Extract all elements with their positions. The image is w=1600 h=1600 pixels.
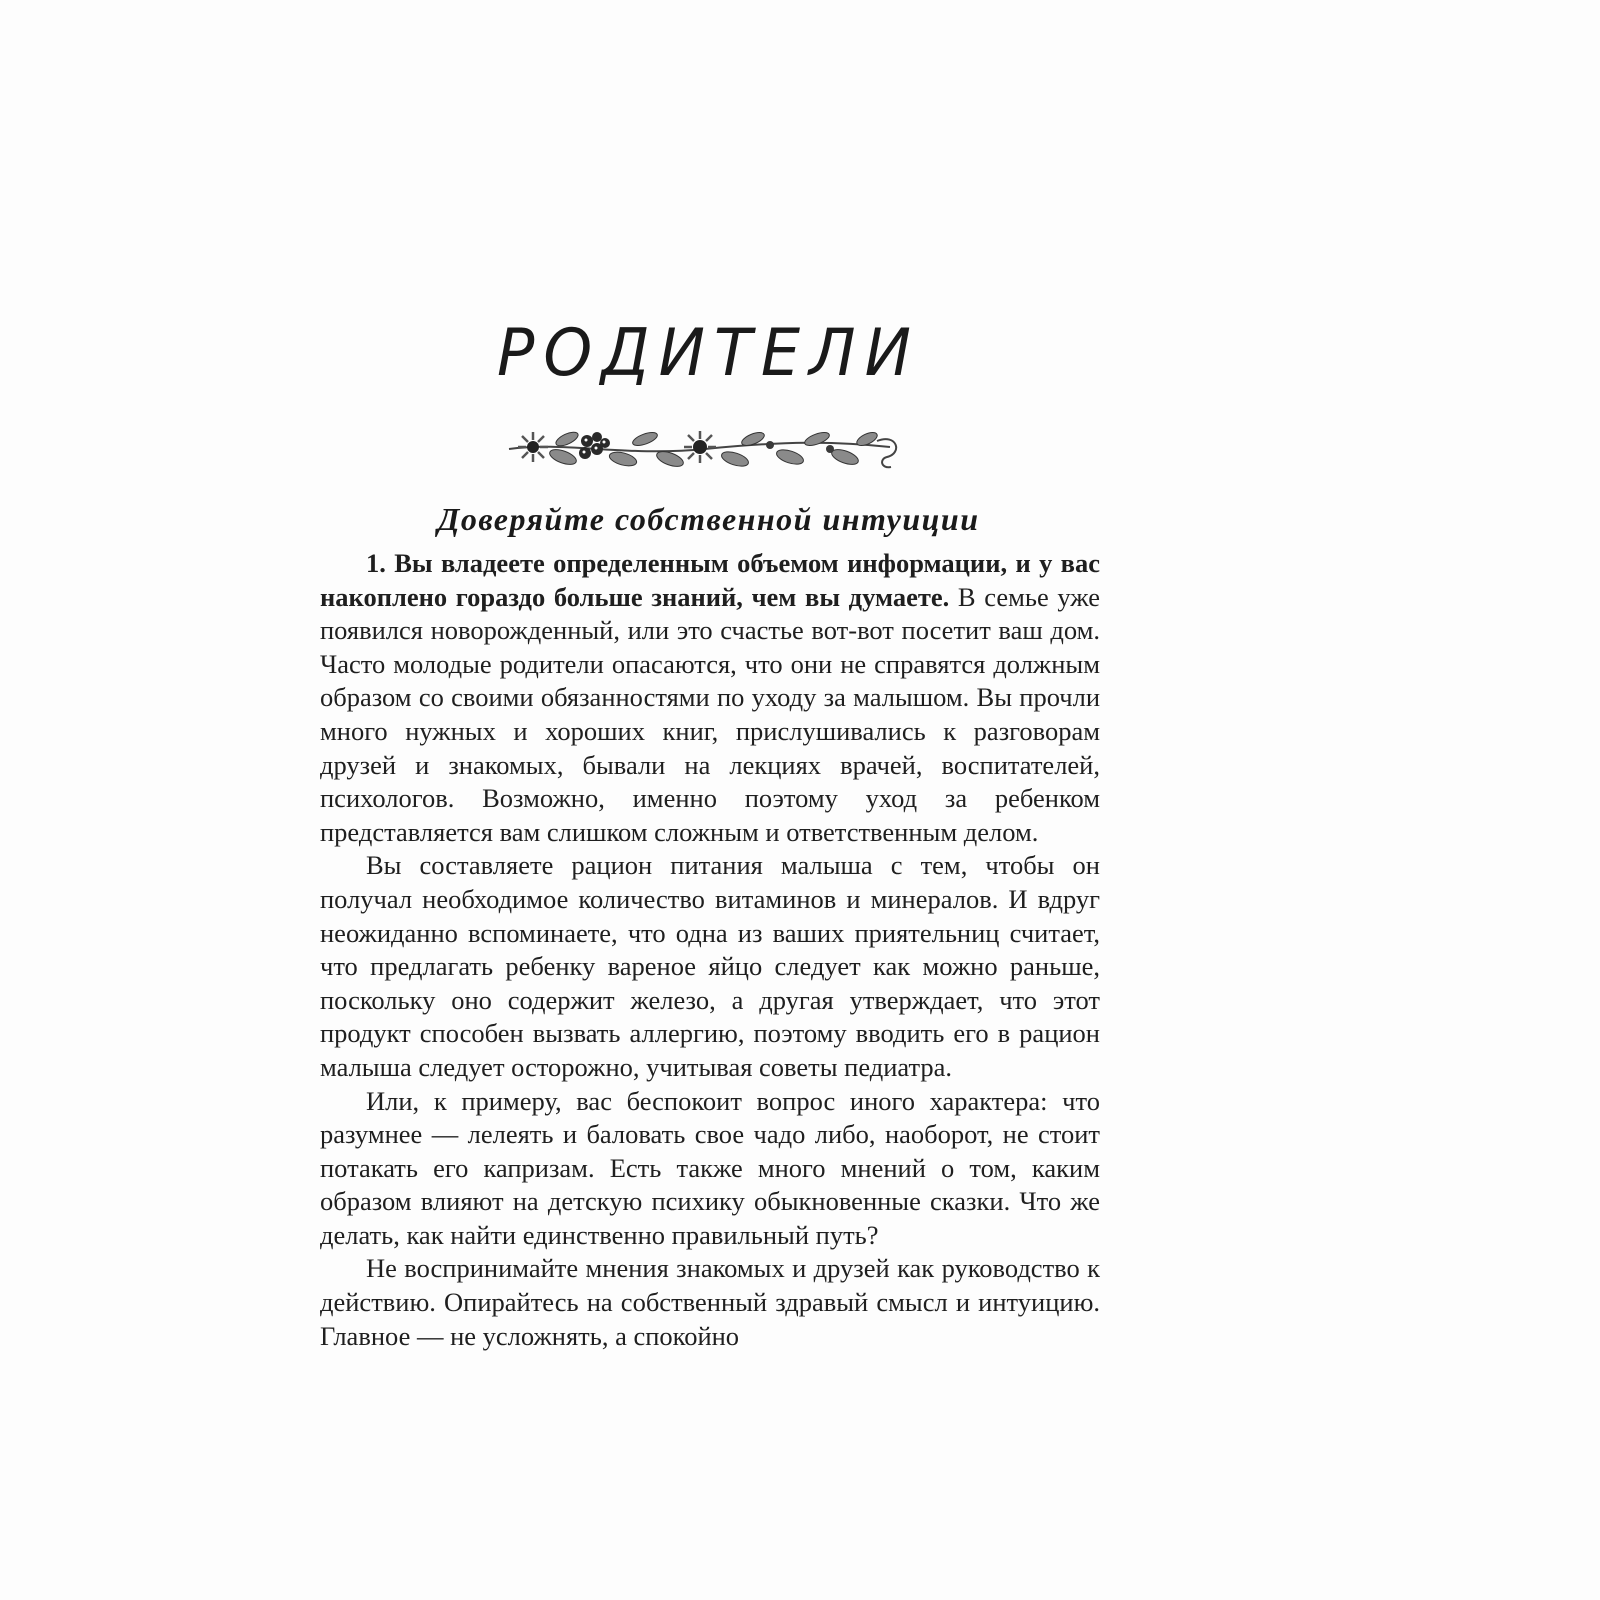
- floral-vine-ornament-icon: [505, 423, 910, 475]
- paragraph-text: Не воспринимайте мнения знакомых и друзей как руководство к действию. Опирайтесь на собственный здравый смысл и интуицию. Главное — не усложнять, а спокойно: [320, 1253, 1100, 1351]
- section-heading: Доверяйте собственной интуиции: [437, 501, 980, 537]
- paragraph: [320, 1085, 1100, 1253]
- paragraph-lead: 1. Вы владеете определенным объемом информации, и у вас накоплено гораздо больше знаний, чем вы думаете.: [320, 548, 1100, 612]
- body-text: [320, 547, 1100, 1353]
- paragraph: [320, 1252, 1100, 1353]
- paragraph: [320, 849, 1100, 1084]
- paragraph-text: В семье уже появился новорожденный, или это счастье вот-вот посетит ваш дом. Часто молодые родители опасаются, что они не справятся должным образом со своими обязанностями по уходу за малышом. Вы прочли много нужных и хороших книг, прислушивались к разговорам друзей и знакомых, бывали на лекциях врачей, воспитателей, психологов. Возможно, именно поэтому уход за ребенком представляется вам слишком сложным и ответственным делом.: [320, 581, 1101, 847]
- paragraph-text: Вы составляете рацион питания малыша с тем, чтобы он получал необходимое количество витаминов и минералов. И вдруг неожиданно вспоминаете, что одна из ваших приятельниц считает, что предлагать ребенку вареное яйцо следует как можно раньше, поскольку оно содержит железо, а другая утверждает, что этот продукт способен вызвать аллергию, поэтому вводить его в рацион малыша следует осторожно, учитывая советы педиатра.: [320, 850, 1100, 1082]
- paragraph-text: Или, к примеру, вас беспокоит вопрос иного характера: что разумнее — лелеять и баловать свое чадо либо, наоборот, не стоит потакать его капризам. Есть также много мнений о том, каким образом влияют на детскую психику обыкновенные сказки. Что же делать, как найти единственно правильный путь?: [320, 1085, 1100, 1250]
- paragraph: [320, 547, 1100, 849]
- chapter-title: РОДИТЕЛИ: [496, 314, 921, 391]
